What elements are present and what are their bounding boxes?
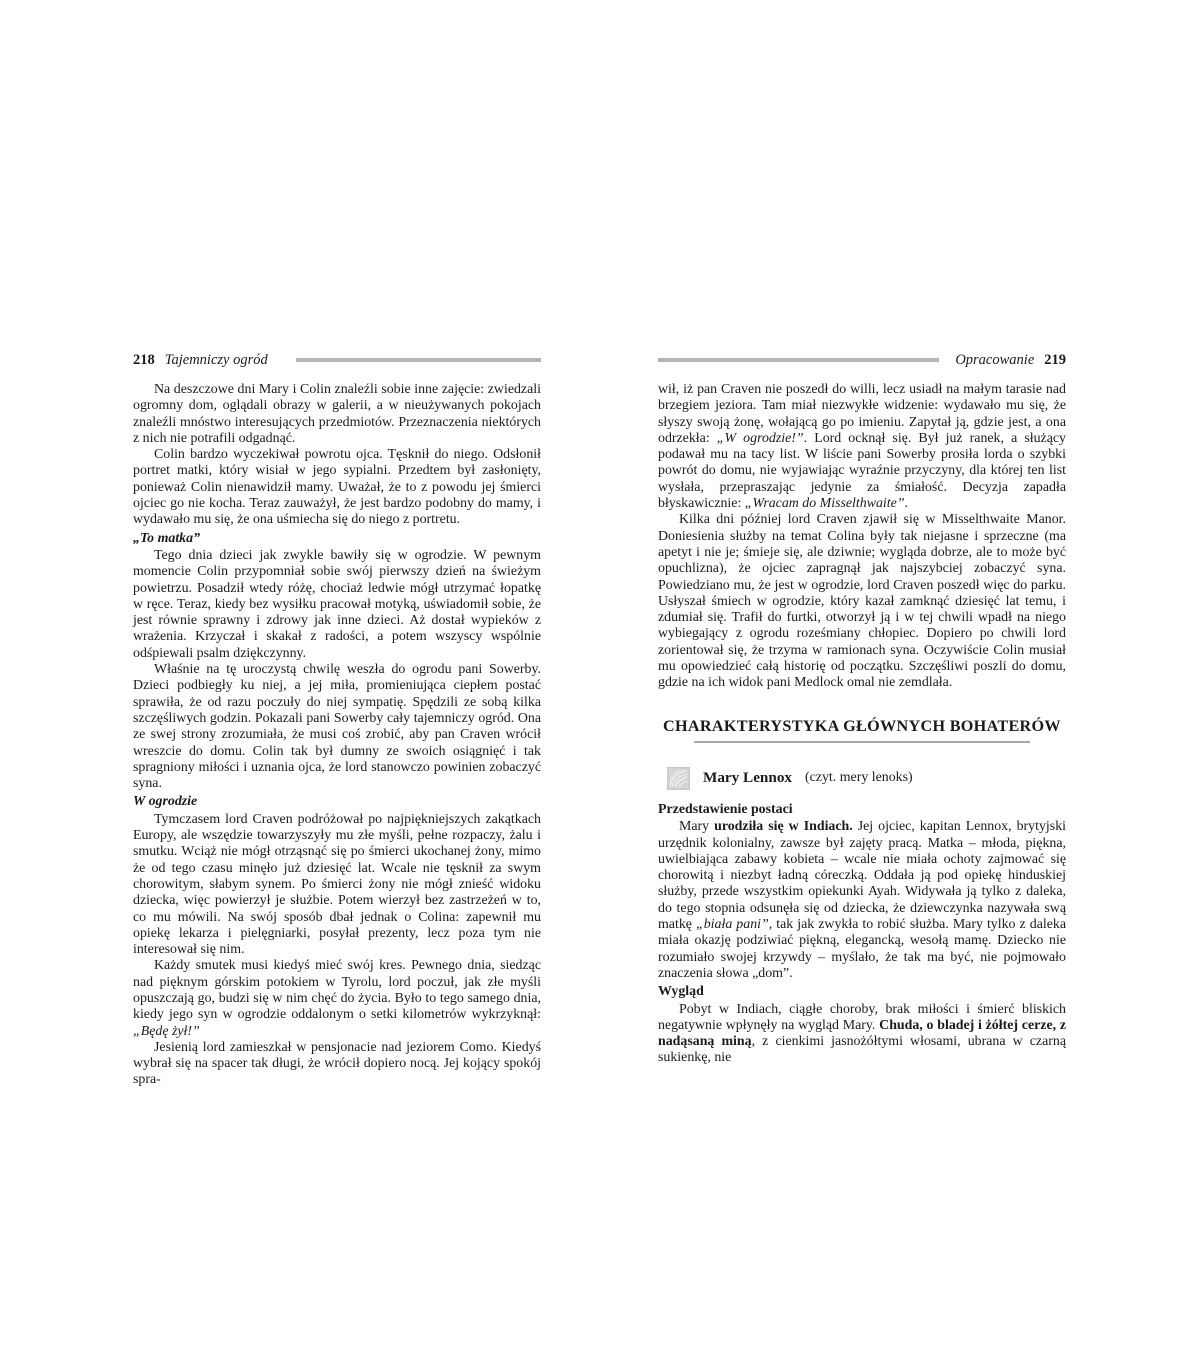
ornament-icon [667,767,690,790]
text-segment: „W ogrodzie!” [716,430,804,446]
paragraph [133,447,541,528]
text-segment: Colin bardzo wyczekiwał powrotu ojca. Tęsknił do niego. Odsłonił portret matki, który wisiał w jego sypialni. Przedtem był zasłonięty, ponieważ Colin nienawidził mamy. Uważał, że to z powodu jej śmierci ojciec go nie kocha. Teraz zauważył, że jest bardzo podobny do mamy, i wydawało mu się, że ona uśmiecha się do niego z portretu. [133,447,541,528]
header-rule [658,358,939,362]
paragraph [133,382,541,447]
text-segment: Tymczasem lord Craven podróżował po najpiękniejszych zakątkach Europy, ale wszędzie towarzyszyły mu złe myśli, pełne rozpaczy, żalu i smutku. Wciąż nie mógł otrząsnąć się po śmierci ukochanej żony, mimo że od tego czasu minęło już dziesięć lat. Wcale nie tęsknił za swym chorowitym, słabym synem. Po śmierci żony nie mógł znieść widoku dziecka, więc powierzył je służbie. Potem wierzył bez zastrzeżeń w to, co mu mówili. Na swój sposób dbał jednak o Colina: zapewnił mu opiekę lekarza i pielęgniarki, posyłał prezenty, lecz poza tym nie interesował się nim. [133,811,541,958]
paragraph [133,958,541,1039]
text-segment: Chuda, o bladej i żółtej cerze, z nadąsaną miną [658,1017,1066,1050]
text-segment: . Lord ocknął się. Był już ranek, a służący podawał mu na tacy list. W liście pani Sowerby prosiła lorda o szybki powrót do domu, nie wyjawiając wyraźnie przyczyny, dla której ten list wysłała, przepraszając jedynie za śmiałość. Decyzja zapadła błyskawicznie: [658,430,1066,512]
text-segment: . [904,496,909,512]
subheading: Przedstawienie postaci [658,801,793,817]
section-heading-text: CHARAKTERYSTYKA GŁÓWNYCH BOHATERÓW [663,716,1061,735]
page-218 [133,352,541,1089]
paragraph [133,662,541,792]
right-running-head [658,352,1066,368]
text-segment: Tego dnia dzieci jak zwykle bawiły się w ogrodzie. W pewnym momencie Colin przypomniał sobie swój pierwszy dzień na świeżym powietrzu. Posadził wtedy różę, chociaż ledwie mógł utrzymać łopatkę w ręce. Teraz, kiedy bez wysiłku pracował motyką, uświadomił sobie, że jest równie sprawny i zdrowy jak inne dzieci. Aż dostał wypieków z wrażenia. Krzyczał i skakał z radości, a potem wszyscy wspólnie odśpiewali psalm dziękczynny. [133,547,541,661]
text-segment: Właśnie na tę uroczystą chwilę weszła do ogrodu pani Sowerby. Dzieci podbiegły ku niej, a jej miła, promieniująca ciepłem postać sprawiła, że od razu poczuły do niej sympatię. Spędzili ze sobą kilka szczęśliwych godzin. Pokazali pani Sowerby cały tajemniczy ogród. Ona ze swej strony zrozumiała, że musi coś zrobić, aby pan Craven wrócił wreszcie do domu. Colin tak był dumny ze swoich osiągnięć i tak spragniony miłości i uznania ojca, że lord stanowczo powinien zobaczyć syna. [133,662,541,792]
paragraph [658,512,1066,691]
text-segment: , z cienkimi jasnożółtymi włosami, ubrana w czarną sukienkę, nie [658,1034,1067,1066]
character-title [658,767,1066,790]
text-segment: Pobyt w Indiach, ciągłe choroby, brak miłości i śmierć bliskich negatywnie wpłynęły na wygląd Mary. [658,1001,1066,1033]
paragraph [133,548,541,662]
right-page-body [658,382,1066,1067]
subheading: „To matka” [133,530,201,546]
text-segment: „Wracam do Misselthwaite” [744,496,905,512]
text-segment: Jej ojciec, kapitan Lennox, brytyjski urzędnik kolonialny, zawsze był zajęty pracą. Matka – młoda, piękna, uwielbiająca zabawy kobieta – wcale nie miała ochoty zajmować się chorowitą i niezbyt ładną córeczką. Oddała ją pod opiekę hinduskiej służby, przede wszystkim opiekunki Ayah. Widywała ją tylko z daleka, do tego stopnia odsunęła się od dziecka, że dziewczynka nazywała swą matkę [658,819,1066,933]
text-segment: Mary [679,819,715,835]
subheading: W ogrodzie [133,794,198,810]
text-segment: Jesienią lord zamieszkał w pensjonacie nad jeziorem Como. Kiedyś wybrał się na spacer tak długi, że wrócił dopiero nocą. Jej kojący spokój spra- [133,1039,541,1088]
text-segment: wił, iż pan Craven nie poszedł do willi, lecz usiadł na małym tarasie nad brzegiem jeziora. Tam miał niezwykłe widzenie: wydawało mu się, że słyszy swoją żonę, wołającą go po imieniu. Zapytał ją, gdzie jest, a ona odrzekła: [658,382,1066,446]
paragraph [658,1002,1066,1067]
text-segment: „biała pani”, [695,917,773,933]
character-pronunciation: (czyt. mery lenoks) [805,770,913,786]
paragraph [133,812,541,959]
left-page-number: 218 [133,352,155,368]
section-heading [658,718,1066,743]
left-running-title: Tajemniczy ogród [164,352,268,368]
right-page-number: 219 [1044,352,1066,368]
right-running-title: Opracowanie [955,352,1035,368]
paragraph [658,382,1066,512]
paragraph [133,1040,541,1089]
header-rule [296,358,541,362]
text-segment: Na deszczowe dni Mary i Colin znaleźli sobie inne zajęcie: zwiedzali ogromny dom, oglądali obrazy w galerii, a w nieużywanych pokojach znaleźli mnóstwo interesujących przedmiotów. Przeznaczenia niektórych z nich nie potrafili odgadnąć. [133,382,541,446]
paragraph [658,819,1066,982]
left-running-head [133,352,541,368]
subheading: Wygląd [658,984,704,1000]
section-heading-rule [694,741,1030,743]
text-segment: tak jak zwykła to robić służba. Mary tylko z daleka miała okazję podziwiać piękną, elegancką, wesołą mamę. Dziecko nie rozumiało swojej krzywdy – myślało, że tak ma być, nie pojmowało znaczenia słowa „dom”. [658,917,1066,981]
text-segment: urodziła się w Indiach. [714,819,853,835]
text-segment: „Będę żył!” [133,1023,200,1039]
text-segment: Kilka dni później lord Craven zjawił się w Misselthwaite Manor. Doniesienia służby na temat Colina były tak niejasne i sprzeczne (ma apetyt i nie je; śmieje się, ale dziwnie; wygląda dobrze, ale to może być opuchlizna), że ojciec zapragnął jak najszybciej zobaczyć syna. Powiedziano mu, że jest w ogrodzie, lord Craven poszedł więc do parku. Usłyszał śmiech w ogrodzie, który kazał zamknąć dziesięć lat temu, i zdumiał się. Trafił do furtki, otworzył ją i w tej chwili wpadł na niego wybiegający z ogrodu roześmiany chłopiec. Dopiero po chwili lord zorientował się, że trzyma w ramionach syna. Oczywiście Colin musiał mu opowiedzieć całą historię od początku. Szczęśliwi poszli do domu, gdzie na ich widok pani Medlock omal nie zemdlała. [658,512,1066,691]
text-segment: Każdy smutek musi kiedyś mieć swój kres. Pewnego dnia, siedząc nad pięknym górskim potokiem w Tyrolu, lord poczuł, jak złe myśli opuszczają go, budzi się w nim chęć do życia. Było to tego samego dnia, kiedy jego syn w ogrodzie oddalonym o setki kilometrów wykrzyknął: [133,958,541,1023]
left-page-body [133,382,541,1089]
character-name: Mary Lennox [703,769,793,787]
page-219 [658,352,1066,1067]
